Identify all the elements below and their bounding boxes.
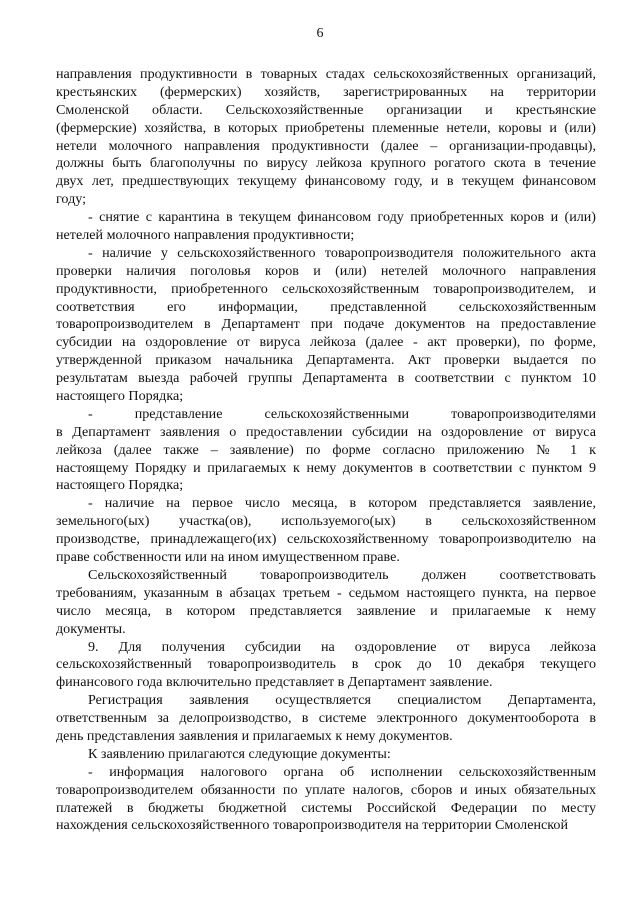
text-line: финансового года включительно представляет в Департамент заявление. xyxy=(56,674,493,691)
text-line: настоящего Порядка; xyxy=(56,477,184,494)
text-line: продуктивности, приобретенного сельскохозяйственным товаропроизводителем, и xyxy=(56,280,596,297)
page-number: 6 xyxy=(316,26,324,41)
paragraph xyxy=(56,406,596,495)
paragraph xyxy=(56,209,596,245)
text-line: утвержденной приказом начальника Департамента. Акт проверки выдается по xyxy=(56,352,596,369)
text-line: направления продуктивности в товарных стадах сельскохозяйственных организаций, xyxy=(56,66,596,82)
paragraph xyxy=(56,245,596,406)
text-line: лейкоза (далее также – заявление) по форме согласно приложению № 1 к xyxy=(56,441,596,458)
text-line: товаропроизводителем в Департамент при подаче документов на предоставление xyxy=(56,316,596,333)
paragraph xyxy=(56,66,596,209)
text-line: - наличие у сельскохозяйственного товаропроизводителя положительного акта xyxy=(88,244,596,261)
text-line: требованиям, указанным в абзацах третьем - седьмом настоящего пункта, на первое xyxy=(56,584,596,601)
text-line: производстве, принадлежащего(их) сельскохозяйственному товаропроизводителю на xyxy=(56,531,596,548)
text-line: ответственным за делопроизводство, в системе электронного документооборота в xyxy=(56,710,596,727)
text-line: нетели молочного направления продуктивности (далее – организации-продавцы), xyxy=(56,137,596,154)
text-line: соответствия его информации, представленной сельскохозяйственным xyxy=(56,298,596,315)
text-line: проверки наличия поголовья коров и (или) нетелей молочного направления xyxy=(56,262,596,279)
text-line: Смоленской области. Сельскохозяйственные организации и крестьянские xyxy=(56,101,596,118)
text-line: результатам выезда рабочей группы Департамента в соответствии с пунктом 10 xyxy=(56,370,596,387)
text-line: - снятие с карантина в текущем финансовом году приобретенных коров и (или) xyxy=(88,209,596,226)
text-line: в Департамент заявления о предоставлении субсидии на оздоровление от вируса xyxy=(56,423,596,440)
text-line: документы. xyxy=(56,620,126,637)
text-line: настоящему Порядку и прилагаемых к нему документов в соответствии с пунктом 9 xyxy=(56,459,596,476)
text-line: должны быть благополучны по вирусу лейкоза крупного рогатого скота в течение xyxy=(56,155,596,172)
paragraph xyxy=(56,567,596,639)
text-line: - представление сельскохозяйственными товаропроизводителями xyxy=(88,405,596,422)
text-line: крестьянских (фермерских) хозяйств, зарегистрированных на территории xyxy=(56,83,596,100)
paragraph xyxy=(56,746,596,764)
text-line: сельскохозяйственный товаропроизводитель в срок до 10 декабря текущего xyxy=(56,656,596,673)
paragraph xyxy=(56,495,596,567)
text-line: товаропроизводителем обязанности по уплате налогов, сборов и иных обязательных xyxy=(56,781,596,798)
text-line: число месяца, в котором представляется заявление и прилагаемые к нему xyxy=(56,602,596,619)
text-line: субсидии на оздоровление от вируса лейкоза (далее - акт проверки), по форме, xyxy=(56,334,596,351)
document-body xyxy=(56,66,596,835)
paragraph xyxy=(56,639,596,693)
text-line: праве собственности или на ином имущественном праве. xyxy=(56,549,400,566)
text-line: (фермерские) хозяйства, в которых приобретены племенные нетели, коровы и (или) xyxy=(56,119,596,136)
paragraph xyxy=(56,764,596,836)
text-line: земельного(ых) участка(ов), используемого(ых) в сельскохозяйственном xyxy=(56,513,596,530)
text-line: нахождения сельскохозяйственного товаропроизводителя на территории Смоленской xyxy=(56,817,568,834)
text-line: году; xyxy=(56,191,87,208)
text-line: 9. Для получения субсидии на оздоровление от вируса лейкоза xyxy=(88,638,596,655)
paragraph xyxy=(56,692,596,746)
text-line: двух лет, предшествующих текущему финансовому году, и в текущем финансовом xyxy=(56,173,596,190)
text-line: настоящего Порядка; xyxy=(56,388,184,405)
text-line: Сельскохозяйственный товаропроизводитель должен соответствовать xyxy=(88,566,596,583)
text-line: нетелей молочного направления продуктивности; xyxy=(56,227,355,244)
text-line: К заявлению прилагаются следующие документы: xyxy=(88,745,391,762)
text-line: - наличие на первое число месяца, в котором представляется заявление, xyxy=(88,495,596,512)
text-line: платежей в бюджеты бюджетной системы Российской Федерации по месту xyxy=(56,799,596,816)
text-line: Регистрация заявления осуществляется специалистом Департамента, xyxy=(88,692,596,709)
text-line: день представления заявления и прилагаемых к нему документов. xyxy=(56,727,453,744)
text-line: - информация налогового органа об исполнении сельскохозяйственным xyxy=(88,763,596,780)
